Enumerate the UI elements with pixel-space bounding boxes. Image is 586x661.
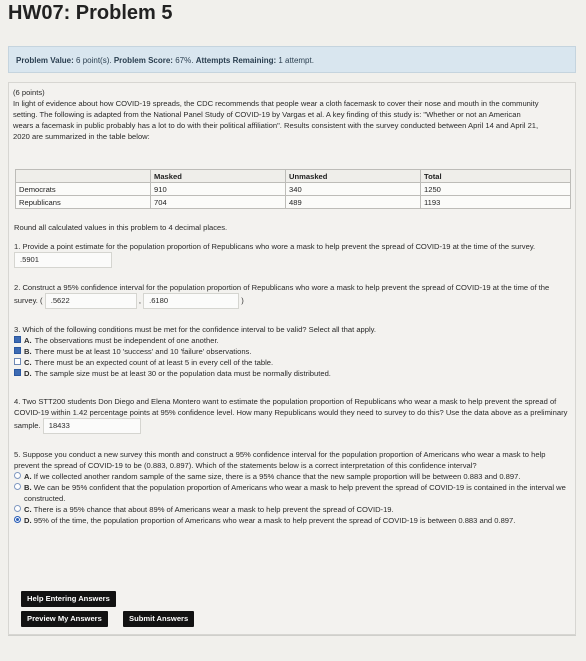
radio-button-selected[interactable] — [14, 516, 21, 523]
question-3-text: 3. Which of the following conditions must be met for the confidence interval to be valid? Select all that apply. — [14, 325, 377, 334]
q3-option-a[interactable] — [14, 335, 569, 346]
table-cell: Republicans — [16, 196, 151, 209]
problem-value: 6 point(s). — [76, 56, 112, 65]
checkbox[interactable] — [14, 358, 21, 365]
question-2-text: 2. Construct a 95% confidence interval for the population proportion of Republicans who wore a mask to help prevent the spread of COVID-19 at the time of the survey. — [14, 283, 550, 305]
points-label: (6 points) — [13, 88, 45, 97]
q2-upper-bound-field[interactable]: .6180 — [143, 293, 239, 309]
table-row — [16, 183, 571, 196]
attempts-remaining-label: Attempts Remaining: — [195, 56, 277, 65]
table-header: Masked — [151, 170, 286, 183]
checkbox-checked[interactable] — [14, 369, 21, 376]
question-5 — [14, 449, 569, 526]
question-1 — [14, 241, 569, 268]
q5-option-b[interactable] — [14, 482, 569, 504]
checkbox-checked[interactable] — [14, 336, 21, 343]
problem-score-label: Problem Score: — [113, 56, 173, 65]
radio-button[interactable] — [14, 472, 21, 479]
q5-option-d[interactable] — [14, 515, 569, 526]
intro-text: In light of evidence about how COVID-19 spreads, the CDC recommends that people wear a cloth facemask to cover their nose and mouth in the community setting. The following is adapted from the National Panel Study of COVID-19 by Vargas et al. A key finding of this study is: "Whether or not an American wears a facemask in public probably has a lot to do with their political affiliation". Results consistent with the survey conducted between April 14 and April 21, 2020 are summarized in the table below: — [13, 99, 539, 141]
option-text: 95% of the time, the population proportion of Americans who wear a mask to help prevent the spread of COVID-19 is between 0.883 and 0.897. — [33, 516, 516, 525]
option-text: The observations must be independent of one another. — [34, 336, 219, 345]
table-cell: Democrats — [16, 183, 151, 196]
option-text: There must be at least 10 'success' and 10 'failure' observations. — [34, 347, 252, 356]
question-3 — [14, 324, 569, 379]
q5-option-a[interactable] — [14, 471, 569, 482]
interval-open-paren: ( — [40, 296, 43, 305]
radio-button[interactable] — [14, 483, 21, 490]
problem-intro — [13, 87, 543, 142]
option-label: A. — [24, 336, 32, 345]
table-row — [16, 196, 571, 209]
checkbox-checked[interactable] — [14, 347, 21, 354]
option-label: D. — [24, 369, 32, 378]
q5-option-c[interactable] — [14, 504, 569, 515]
option-text: There must be an expected count of at least 5 in every cell of the table. — [34, 358, 274, 367]
question-2 — [14, 282, 569, 309]
problem-content — [8, 82, 576, 635]
option-text: We can be 95% confident that the population proportion of Americans who wear a mask to help prevent the spread of COVID-19 is contained in the interval we constructed. — [24, 483, 566, 503]
table-cell: 340 — [286, 183, 421, 196]
round-note: Round all calculated values in this problem to 4 decimal places. — [14, 223, 228, 232]
table-cell: 910 — [151, 183, 286, 196]
interval-close-paren: ) — [241, 296, 244, 305]
radio-button[interactable] — [14, 505, 21, 512]
question-4 — [14, 396, 569, 434]
option-label: C. — [24, 358, 32, 367]
q3-option-b[interactable] — [14, 346, 569, 357]
preview-answers-button[interactable]: Preview My Answers — [21, 611, 108, 627]
divider — [8, 635, 576, 636]
interval-comma: , — [138, 296, 141, 305]
submit-answers-button[interactable]: Submit Answers — [123, 611, 194, 627]
option-text: There is a 95% chance that about 89% of Americans wear a mask to help prevent the spread of COVID-19. — [33, 505, 394, 514]
table-cell: 1193 — [421, 196, 571, 209]
question-5-text: 5. Suppose you conduct a new survey this month and construct a 95% confidence interval for the population proportion of Americans who wear a mask to help prevent the spread of COVID-19 to be (0.883, 0.897). Which of the statements below is a correct interpretation of this confidence interval? — [14, 450, 546, 470]
table-header — [16, 170, 151, 183]
option-label: B. — [24, 347, 32, 356]
q1-answer-field[interactable]: .5901 — [14, 252, 112, 268]
option-label: B. — [24, 483, 32, 492]
page-title: HW07: Problem 5 — [8, 2, 173, 24]
table-header: Unmasked — [286, 170, 421, 183]
question-4-text: 4. Two STT200 students Don Diego and Elena Montero want to estimate the population proportion of Republicans who wear a mask to help prevent the spread of COVID-19 within 1.42 percentage points at 95% confidence level. How many Republicans would they need to survey to do this? Use the data above as a preliminary sample. — [14, 397, 568, 430]
q3-option-c[interactable] — [14, 357, 569, 368]
q2-lower-bound-field[interactable]: .5622 — [45, 293, 137, 309]
option-label: C. — [24, 505, 32, 514]
table-header: Total — [421, 170, 571, 183]
data-table — [15, 169, 571, 209]
option-label: A. — [24, 472, 32, 481]
table-header-row — [16, 170, 571, 183]
q3-option-d[interactable] — [14, 368, 569, 379]
q4-answer-field[interactable]: 18433 — [43, 418, 141, 434]
help-entering-answers-button[interactable]: Help Entering Answers — [21, 591, 116, 607]
table-cell: 1250 — [421, 183, 571, 196]
attempts-remaining: 1 attempt. — [278, 56, 314, 65]
problem-info-bar — [8, 46, 576, 73]
option-label: D. — [24, 516, 32, 525]
question-1-text: 1. Provide a point estimate for the population proportion of Republicans who wore a mask to help prevent the spread of COVID-19 at the time of the survey. — [14, 242, 536, 251]
table-cell: 489 — [286, 196, 421, 209]
problem-score: 67%. — [175, 56, 194, 65]
table-cell: 704 — [151, 196, 286, 209]
option-text: If we collected another random sample of the same size, there is a 95% chance that the new sample proportion will be between 0.883 and 0.897. — [33, 472, 521, 481]
problem-value-label: Problem Value: — [16, 56, 74, 65]
option-text: The sample size must be at least 30 or the population data must be normally distributed. — [34, 369, 331, 378]
